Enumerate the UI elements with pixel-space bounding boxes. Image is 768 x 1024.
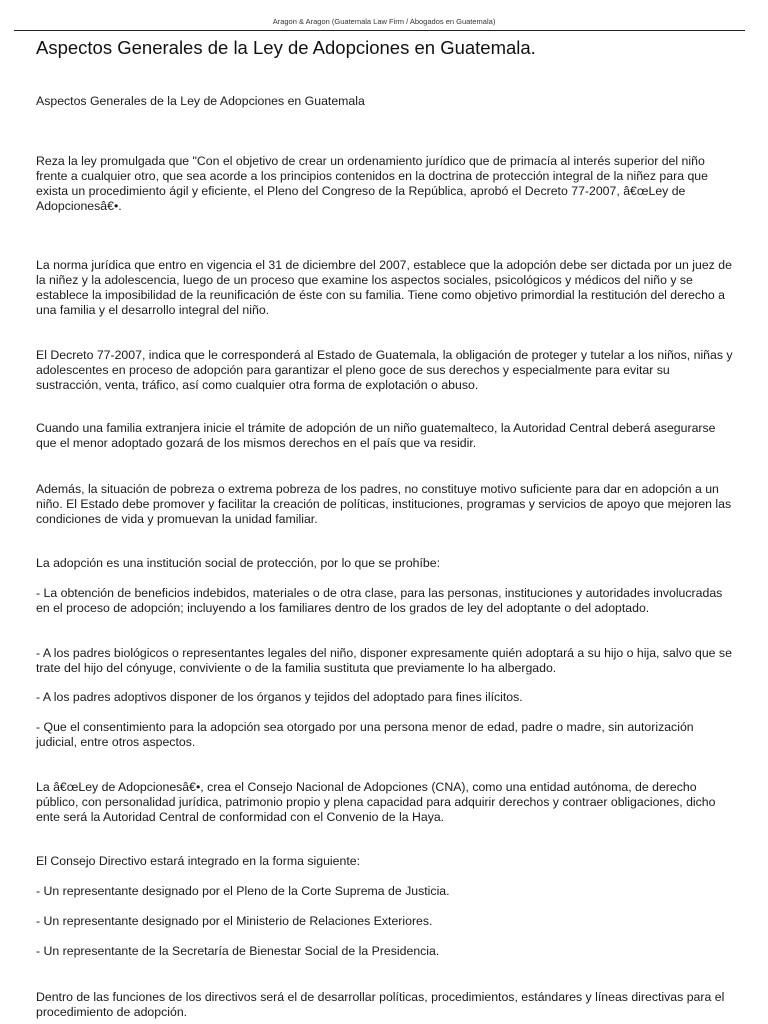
list-item: - Un representante designado por el Pleno de la Corte Suprema de Justicia.: [36, 884, 450, 898]
body-paragraph: Dentro de las funciones de los directivos será el de desarrollar políticas, procedimientos, estándares y líneas directivas para el procedimiento de adopción.: [36, 990, 725, 1019]
page-title: Aspectos Generales de la Ley de Adopciones en Guatemala.: [36, 37, 536, 58]
body-paragraph: Además, la situación de pobreza o extrema pobreza de los padres, no constituye motivo suficiente para dar en adopción a un niño. El Estado debe promover y facilitar la creación de políticas, instituciones, programas y servicios de apoyo que mejoren las condiciones de vida y promuevan la unidad familiar.: [36, 482, 732, 526]
header-divider: [14, 30, 745, 31]
list-item: - La obtención de beneficios indebidos, materiales o de otra clase, para las personas, instituciones y autoridades involucradas en el proceso de adopción; incluyendo a los familiares dentro de los grados de ley del adoptante o del adoptado.: [36, 586, 723, 615]
subtitle-paragraph: Aspectos Generales de la Ley de Adopciones en Guatemala: [36, 94, 365, 108]
body-paragraph: La norma jurídica que entro en vigencia el 31 de diciembre del 2007, establece que la adopción debe ser dictada por un juez de la niñez y la adolescencia, luego de un proceso que examine los aspectos sociales, psicológicos y médicos del niño y se establece la imposibilidad de la reunificación de éste con su familia. Tiene como objetivo primordial la restitución del derecho a una familia y el desarrollo integral del niño.: [36, 258, 732, 317]
body-paragraph: Reza la ley promulgada que "Con el objetivo de crear un ordenamiento jurídico que de primacía al interés superior del niño frente a cualquier otro, que sea acorde a los principios contenidos en la doctrina de protección integral de la niñez para que exista un procedimiento ágil y eficiente, el Pleno del Congreso de la República, aprobó el Decreto 77-2007, â€œLey de Adopcionesâ€•.: [36, 154, 708, 213]
running-header: Aragon & Aragon (Guatemala Law Firm / Abogados en Guatemala): [272, 17, 496, 26]
list-item: - Un representante designado por el Ministerio de Relaciones Exteriores.: [36, 914, 433, 928]
body-paragraph: El Consejo Directivo estará integrado en la forma siguiente:: [36, 854, 360, 868]
list-item: - Un representante de la Secretaría de Bienestar Social de la Presidencia.: [36, 944, 440, 958]
list-item: - Que el consentimiento para la adopción sea otorgado por una persona menor de edad, padre o madre, sin autorización judicial, entre otros aspectos.: [36, 720, 694, 749]
body-paragraph: La adopción es una institución social de protección, por lo que se prohíbe:: [36, 556, 441, 570]
list-item: - A los padres biológicos o representantes legales del niño, disponer expresamente quién adoptará a su hijo o hija, salvo que se trate del hijo del cónyuge, conviviente o de la familia sustituta que previamente lo ha albergado.: [36, 646, 732, 675]
body-paragraph: El Decreto 77-2007, indica que le corresponderá al Estado de Guatemala, la obligación de proteger y tutelar a los niños, niñas y adolescentes en proceso de adopción para garantizar el pleno goce de sus derechos y especialmente para evitar su sustracción, venta, tráfico, así como cualquier otra forma de explotación o abuso.: [36, 348, 733, 392]
body-paragraph: Cuando una familia extranjera inicie el trámite de adopción de un niño guatemalteco, la Autoridad Central deberá asegurarse que el menor adoptado gozará de los mismos derechos en el país que va residir.: [36, 421, 716, 450]
list-item: - A los padres adoptivos disponer de los órganos y tejidos del adoptado para fines ilícitos.: [36, 690, 523, 704]
body-paragraph: La â€œLey de Adopcionesâ€•, crea el Consejo Nacional de Adopciones (CNA), como una entidad autónoma, de derecho público, con personalidad jurídica, patrimonio propio y plena capacidad para adquirir derechos y contraer obligaciones, dicho ente será la Autoridad Central de conformidad con el Convenio de la Haya.: [36, 780, 716, 824]
